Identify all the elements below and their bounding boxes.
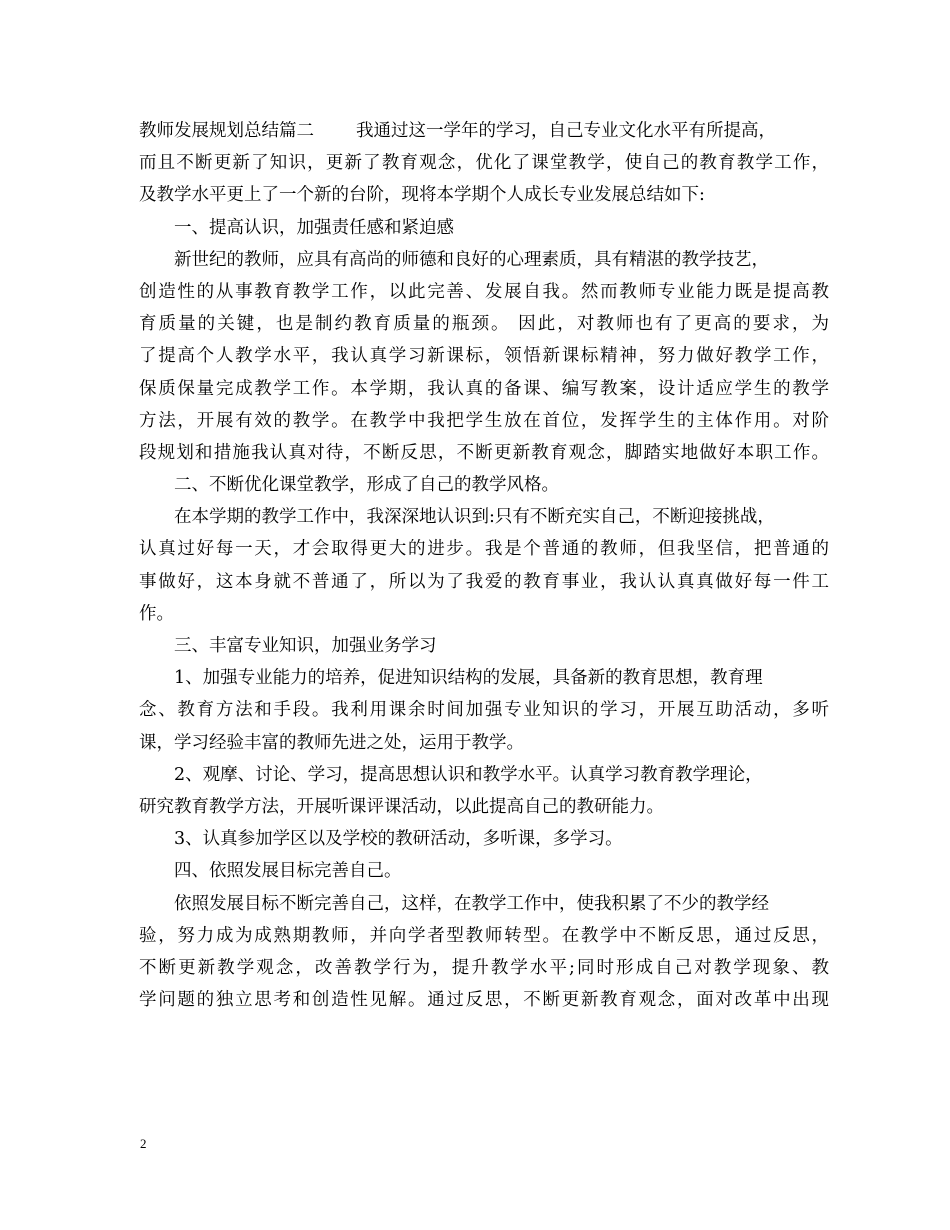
text-line-15: 事做好，这本身就不普通了，所以为了我爱的教育事业，我认认真真做好每一件工 (139, 571, 829, 592)
text-line-10: 方法，开展有效的教学。在教学中我把学生放在首位，发挥学生的主体作用。对阶 (139, 410, 829, 431)
text-line-9: 保质保量完成教学工作。本学期，我认真的备课、编写教案，设计适应学生的教学 (139, 378, 829, 399)
text-line-16: 作。 (139, 603, 174, 624)
document-body (139, 115, 829, 1016)
text-line-1 (139, 115, 829, 147)
section-heading-3: 三、丰富专业知识，加强业务学习 (174, 636, 437, 656)
text-line-14: 认真过好每一天，才会取得更大的进步。我是个普通的教师，但我坚信，把普通的 (139, 539, 829, 560)
text-line-26: 验，努力成为成熟期教师，并向学者型教师转型。在教学中不断反思，通过反思， (139, 925, 829, 946)
text-line-8: 了提高个人教学水平，我认真学习新课标，领悟新课标精神，努力做好教学工作， (139, 346, 829, 367)
text-line-18: 1、加强专业能力的培养，促进知识结构的发展，具备新的教育思想，教育理 (174, 668, 763, 689)
text-line-11: 段规划和措施我认真对待，不断反思，不断更新教育观念，脚踏实地做好本职工作。 (139, 442, 829, 463)
section-heading-4: 四、依照发展目标完善自己。 (174, 861, 402, 882)
page-number: 2 (140, 1136, 147, 1151)
intro-text: 我通过这一学年的学习，自己专业文化水平有所提高， (356, 121, 776, 141)
text-line-28: 学问题的独立思考和创造性见解。通过反思，不断更新教育观念，面对改革中出现 (139, 990, 829, 1011)
text-line-2: 而且不断更新了知识，更新了教育观念，优化了课堂教学，使自己的教育教学工作， (139, 153, 829, 174)
text-line-27: 不断更新教学观念，改善教学行为，提升教学水平;同时形成自己对教学现象、教 (139, 957, 829, 978)
text-line-23: 3、认真参加学区以及学校的教研活动，多听课，多学习。 (174, 829, 623, 850)
text-line-21: 2、观摩、讨论、学习，提高思想认识和教学水平。认真学习教育教学理论， (174, 764, 763, 785)
text-line-6: 创造性的从事教育教学工作，以此完善、发展自我。然而教师专业能力既是提高教 (139, 281, 829, 302)
text-line-7: 育质量的关键，也是制约教育质量的瓶颈。 因此，对教师也有了更高的要求，为 (139, 314, 829, 335)
text-line-25: 依照发展目标不断完善自己，这样，在教学工作中，使我积累了不少的教学经 (174, 893, 769, 914)
text-line-22: 研究教育教学方法，开展听课评课活动，以此提高自己的教研能力。 (139, 796, 664, 817)
text-line-5: 新世纪的教师，应具有高尚的师德和良好的心理素质，具有精湛的教学技艺， (174, 249, 769, 270)
section-heading-2: 二、不断优化课堂教学，形成了自己的教学风格。 (174, 475, 559, 496)
text-line-20: 课，学习经验丰富的教师先进之处，运用于教学。 (139, 732, 524, 753)
text-line-13: 在本学期的教学工作中，我深深地认识到:只有不断充实自己，不断迎接挑战， (174, 507, 775, 528)
text-line-3: 及教学水平更上了一个新的台阶，现将本学期个人成长专业发展总结如下: (139, 185, 705, 206)
section-heading-1: 一、提高认识，加强责任感和紧迫感 (174, 217, 454, 238)
text-line-19: 念、教育方法和手段。我利用课余时间加强专业知识的学习，开展互助活动，多听 (139, 700, 829, 721)
document-title: 教师发展规划总结篇二 (139, 121, 314, 141)
